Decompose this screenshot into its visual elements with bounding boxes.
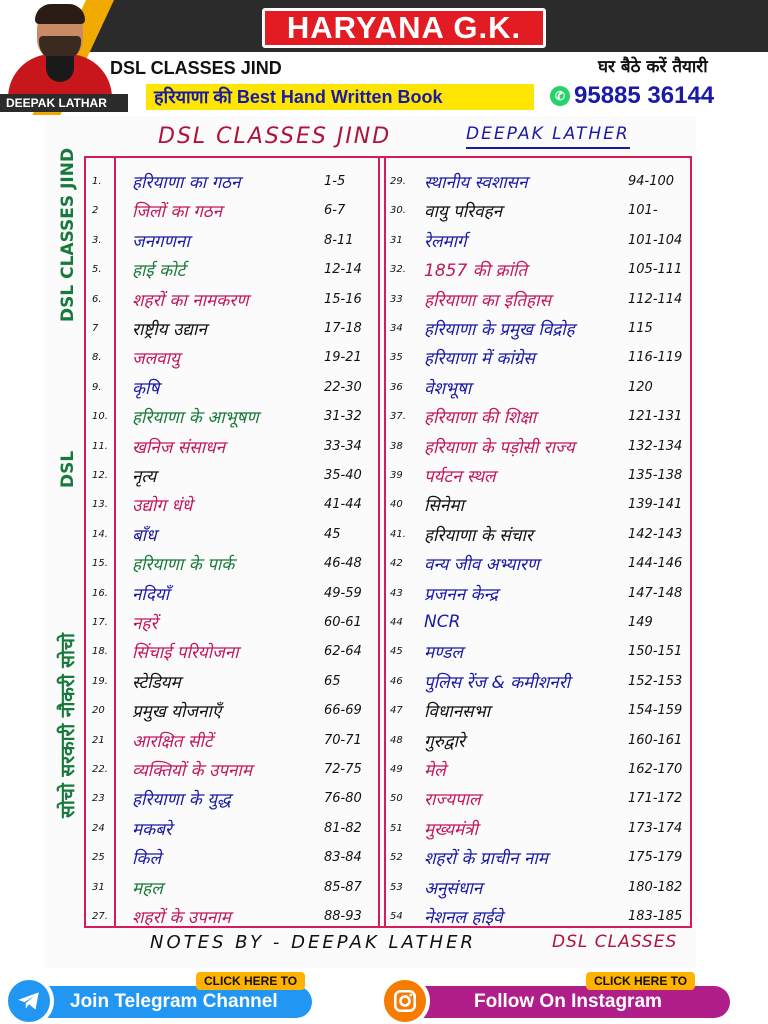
index-row — [0, 754, 768, 784]
footer-brand: DSL CLASSES — [552, 932, 678, 952]
telegram-button[interactable] — [4, 972, 314, 1020]
margin-note: DSL — [58, 450, 78, 488]
row-pages: 60-61 — [324, 614, 362, 630]
row-topic: अनुसंधान — [424, 878, 483, 899]
row-topic: हरियाणा का इतिहास — [424, 290, 551, 311]
author-tag: DEEPAK LATHAR — [0, 94, 128, 112]
row-pages: 147-148 — [628, 585, 683, 601]
row-topic: स्टेडियम — [132, 672, 181, 693]
row-topic: हाई कोर्ट — [132, 260, 186, 281]
telegram-icon[interactable] — [4, 976, 54, 1024]
row-pages: 132-134 — [628, 438, 683, 454]
index-row — [0, 254, 768, 284]
index-row — [0, 813, 768, 843]
row-topic: जनगणना — [132, 231, 190, 252]
row-topic: किले — [132, 848, 161, 869]
row-topic: हरियाणा के युद्ध — [132, 789, 231, 810]
row-pages: 12-14 — [324, 261, 362, 277]
index-row — [0, 548, 768, 578]
row-number: 11. — [92, 440, 108, 452]
row-pages: 15-16 — [324, 291, 362, 307]
row-topic: महल — [132, 878, 163, 899]
row-number: 36 — [390, 381, 403, 393]
page-title: HARYANA G.K. — [262, 8, 546, 48]
row-number: 47 — [390, 704, 403, 716]
index-row — [0, 313, 768, 343]
telegram-pill[interactable] — [24, 986, 312, 1018]
row-number: 19. — [92, 675, 108, 687]
row-topic: प्रजनन केन्द्र — [424, 584, 498, 605]
row-number: 20 — [92, 704, 105, 716]
row-topic: NCR — [424, 612, 461, 632]
row-pages: 46-48 — [324, 555, 362, 571]
row-topic: पुलिस रेंज & कमीशनरी — [424, 672, 571, 693]
row-number: 44 — [390, 616, 403, 628]
row-number: 32. — [390, 263, 406, 275]
row-number: 23 — [92, 792, 105, 804]
row-topic: शहरों के उपनाम — [132, 907, 231, 928]
row-pages: 175-179 — [628, 849, 683, 865]
row-topic: पर्यटन स्थल — [424, 466, 496, 487]
row-topic: आरक्षित सीटें — [132, 731, 213, 752]
row-number: 2 — [92, 204, 99, 216]
index-row — [0, 431, 768, 461]
row-pages: 8-11 — [324, 232, 354, 248]
row-number: 54 — [390, 910, 403, 922]
row-number: 33 — [390, 293, 403, 305]
row-topic: कृषि — [132, 378, 160, 399]
row-number: 6. — [92, 293, 102, 305]
row-topic: व्यक्तियों के उपनाम — [132, 760, 252, 781]
row-topic: हरियाणा का गठन — [132, 172, 241, 193]
row-topic: रेलमार्ग — [424, 231, 467, 252]
row-topic: हरियाणा के पार्क — [132, 554, 235, 575]
row-number: 5. — [92, 263, 102, 275]
row-number: 31 — [92, 881, 105, 893]
row-pages: 105-111 — [628, 261, 683, 277]
row-pages: 135-138 — [628, 467, 683, 483]
row-pages: 19-21 — [324, 349, 362, 365]
row-number: 31 — [390, 234, 403, 246]
row-topic: हरियाणा की शिक्षा — [424, 407, 537, 428]
row-pages: 112-114 — [628, 291, 683, 307]
index-row — [0, 783, 768, 813]
row-topic: नहरें — [132, 613, 158, 634]
row-pages: 150-151 — [628, 643, 683, 659]
row-topic: 1857 की क्रांति — [424, 260, 528, 281]
index-row — [0, 519, 768, 549]
row-topic: गुरुद्वारे — [424, 731, 465, 752]
row-pages: 180-182 — [628, 879, 683, 895]
row-number: 17. — [92, 616, 108, 628]
margin-note: DSL CLASSES JIND — [58, 147, 78, 322]
index-row — [0, 578, 768, 608]
row-number: 38 — [390, 440, 403, 452]
row-pages: 173-174 — [628, 820, 683, 836]
row-pages: 142-143 — [628, 526, 683, 542]
notes-by: NOTES BY - DEEPAK LATHER — [150, 932, 476, 953]
row-topic: मण्डल — [424, 642, 463, 663]
row-pages: 83-84 — [324, 849, 362, 865]
brand-name: DSL CLASSES JIND — [110, 58, 282, 78]
row-pages: 101- — [628, 202, 658, 218]
row-number: 40 — [390, 498, 403, 510]
phone-number[interactable] — [550, 82, 714, 110]
row-pages: 72-75 — [324, 761, 362, 777]
row-topic: मेले — [424, 760, 446, 781]
row-pages: 1-5 — [324, 173, 346, 189]
row-number: 1. — [92, 175, 102, 187]
row-topic: विधानसभा — [424, 701, 490, 722]
row-number: 51 — [390, 822, 403, 834]
row-topic: हरियाणा के आभूषण — [132, 407, 259, 428]
row-pages: 85-87 — [324, 879, 362, 895]
row-topic: जलवायु — [132, 348, 180, 369]
row-topic: नदियाँ — [132, 584, 170, 605]
index-row — [0, 725, 768, 755]
instagram-pill[interactable] — [396, 986, 730, 1018]
row-topic: राष्ट्रीय उद्यान — [132, 319, 207, 340]
row-pages: 116-119 — [628, 349, 683, 365]
row-number: 48 — [390, 734, 403, 746]
margin-note: सोचो सरकारी नौकरी सोचो — [57, 633, 79, 818]
row-topic: राज्यपाल — [424, 789, 481, 810]
row-number: 39 — [390, 469, 403, 481]
row-pages: 17-18 — [324, 320, 362, 336]
row-number: 9. — [92, 381, 102, 393]
row-number: 34 — [390, 322, 403, 334]
row-topic: मकबरे — [132, 819, 172, 840]
row-number: 43 — [390, 587, 403, 599]
tagline: घर बैठे करें तैयारी — [598, 57, 708, 77]
page-header — [0, 0, 768, 118]
index-row — [0, 195, 768, 225]
row-pages: 22-30 — [324, 379, 362, 395]
index-row — [0, 636, 768, 666]
row-topic: मुख्यमंत्री — [424, 819, 478, 840]
row-topic: प्रमुख योजनाएँ — [132, 701, 222, 722]
row-topic: शहरों का नामकरण — [132, 290, 249, 311]
row-number: 21 — [92, 734, 105, 746]
row-number: 50 — [390, 792, 403, 804]
row-pages: 149 — [628, 614, 653, 630]
page-heading-right: DEEPAK LATHER — [466, 124, 630, 149]
row-number: 30. — [390, 204, 406, 216]
row-number: 8. — [92, 351, 102, 363]
row-number: 49 — [390, 763, 403, 775]
index-row — [0, 842, 768, 872]
row-topic: खनिज संसाधन — [132, 437, 226, 458]
row-topic: सिनेमा — [424, 495, 464, 516]
row-pages: 31-32 — [324, 408, 362, 424]
row-pages: 65 — [324, 673, 341, 689]
row-number: 14. — [92, 528, 108, 540]
instagram-icon[interactable] — [380, 976, 430, 1024]
row-pages: 33-34 — [324, 438, 362, 454]
row-pages: 70-71 — [324, 732, 362, 748]
instagram-button[interactable] — [376, 972, 716, 1020]
index-row — [0, 401, 768, 431]
row-topic: वेशभूषा — [424, 378, 472, 399]
row-pages: 49-59 — [324, 585, 362, 601]
index-row — [0, 342, 768, 372]
index-row — [0, 666, 768, 696]
row-pages: 171-172 — [628, 790, 683, 806]
top-rule — [84, 156, 692, 158]
row-number: 7 — [92, 322, 99, 334]
row-topic: हरियाणा के पड़ोसी राज्य — [424, 437, 575, 458]
row-number: 37. — [390, 410, 406, 422]
row-pages: 101-104 — [628, 232, 683, 248]
row-topic: हरियाणा के प्रमुख विद्रोह — [424, 319, 575, 340]
index-row — [0, 695, 768, 725]
row-topic: हरियाणा में कांग्रेस — [424, 348, 535, 369]
index-row — [0, 166, 768, 196]
row-number: 42 — [390, 557, 403, 569]
index-row — [0, 460, 768, 490]
row-number: 25 — [92, 851, 105, 863]
row-number: 3. — [92, 234, 102, 246]
row-topic: हरियाणा के संचार — [424, 525, 533, 546]
row-number: 27. — [92, 910, 108, 922]
telegram-label: Join Telegram Channel — [70, 991, 278, 1012]
row-topic: जिलों का गठन — [132, 201, 223, 222]
row-number: 35 — [390, 351, 403, 363]
row-pages: 160-161 — [628, 732, 683, 748]
row-number: 18. — [92, 645, 108, 657]
row-number: 52 — [390, 851, 403, 863]
click-here-tag: CLICK HERE TO — [196, 972, 305, 990]
row-number: 13. — [92, 498, 108, 510]
avatar — [4, 2, 116, 98]
row-topic: वन्य जीव अभ्यारण — [424, 554, 540, 575]
row-topic: बाँध — [132, 525, 157, 546]
row-pages: 81-82 — [324, 820, 362, 836]
whatsapp-icon: ✆ — [550, 86, 570, 106]
click-here-tag: CLICK HERE TO — [586, 972, 695, 990]
row-topic: सिंचाई परियोजना — [132, 642, 239, 663]
row-topic: नेशनल हाईवे — [424, 907, 503, 928]
row-pages: 94-100 — [628, 173, 675, 189]
row-number: 15. — [92, 557, 108, 569]
row-pages: 154-159 — [628, 702, 683, 718]
row-pages: 66-69 — [324, 702, 362, 718]
index-row — [0, 489, 768, 519]
row-pages: 6-7 — [324, 202, 346, 218]
index-row — [0, 607, 768, 637]
index-row — [0, 225, 768, 255]
index-row — [0, 872, 768, 902]
row-number: 45 — [390, 645, 403, 657]
row-pages: 183-185 — [628, 908, 683, 924]
row-number: 29. — [390, 175, 406, 187]
instagram-label: Follow On Instagram — [474, 991, 662, 1012]
page-heading-left: DSL CLASSES JIND — [158, 124, 392, 149]
row-topic: शहरों के प्राचीन नाम — [424, 848, 548, 869]
row-number: 12. — [92, 469, 108, 481]
row-pages: 41-44 — [324, 496, 362, 512]
row-number: 24 — [92, 822, 105, 834]
row-pages: 139-141 — [628, 496, 683, 512]
row-pages: 162-170 — [628, 761, 683, 777]
row-number: 41. — [390, 528, 406, 540]
row-pages: 121-131 — [628, 408, 683, 424]
row-topic: नृत्य — [132, 466, 157, 487]
row-number: 22. — [92, 763, 108, 775]
row-number: 46 — [390, 675, 403, 687]
row-number: 10. — [92, 410, 108, 422]
row-topic: स्थानीय स्वशासन — [424, 172, 528, 193]
subtitle-banner: हरियाणा की Best Hand Written Book — [146, 84, 534, 110]
row-pages: 115 — [628, 320, 653, 336]
index-row — [0, 284, 768, 314]
row-pages: 88-93 — [324, 908, 362, 924]
index-row — [0, 372, 768, 402]
row-topic: वायु परिवहन — [424, 201, 503, 222]
row-pages: 76-80 — [324, 790, 362, 806]
row-pages: 62-64 — [324, 643, 362, 659]
row-pages: 120 — [628, 379, 653, 395]
phone-text: 95885 36144 — [574, 82, 715, 109]
row-pages: 45 — [324, 526, 341, 542]
row-topic: उद्योग धंधे — [132, 495, 193, 516]
row-pages: 144-146 — [628, 555, 683, 571]
row-pages: 152-153 — [628, 673, 683, 689]
row-pages: 35-40 — [324, 467, 362, 483]
row-number: 53 — [390, 881, 403, 893]
index-row — [0, 901, 768, 931]
row-number: 16. — [92, 587, 108, 599]
